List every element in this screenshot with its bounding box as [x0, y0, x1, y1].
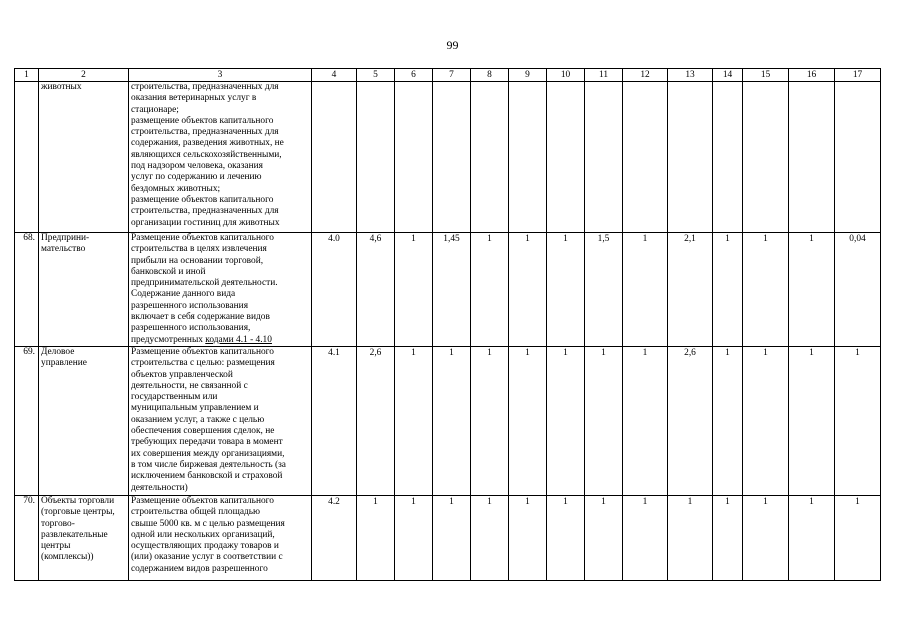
description-text: Размещение объектов капитального строительства в целях извлечения прибыли на основании торговой, банковской и иной предпринимательской деятельности. Содержание данного вида разрешенного использования включает в себя содержание видов разрешенного использования, предусмотренных: [131, 233, 278, 345]
value-cell-col-14: 1: [713, 346, 743, 495]
value-cell-col-9: 1: [509, 346, 547, 495]
column-header: 16: [789, 69, 835, 82]
description-text: Размещение объектов капитального строительства с целью: размещения объектов управленческой деятельности, не связанной с государственным или муниципальным управлением и оказанием услуг, а также с целью обеспечения совершения сделок, не требующих передачи товара в момент их совершения между организациями, в том числе биржевая деятельность (за исключением банковской и страховой деятельности): [131, 346, 286, 493]
value-cell-col-7: 1: [433, 346, 471, 495]
row-number: 69.: [15, 346, 39, 495]
value-cell-col-6: 1: [395, 495, 433, 580]
column-header: 17: [835, 69, 881, 82]
value-cell-col-5: 2,6: [357, 346, 395, 495]
value-cell-col-15: 1: [743, 495, 789, 580]
value-cell-col-12: 1: [623, 495, 668, 580]
value-cell-col-5: 4,6: [357, 233, 395, 347]
header-row: [15, 69, 881, 82]
value-cell-col-8: [471, 82, 509, 233]
value-cell-col-11: 1,5: [585, 233, 623, 347]
column-header: 11: [585, 69, 623, 82]
use-description-cell: [129, 82, 312, 233]
value-cell-col-10: 1: [547, 495, 585, 580]
row-number: 70.: [15, 495, 39, 580]
value-cell-col-13: 2,1: [668, 233, 713, 347]
value-cell-col-8: 1: [471, 495, 509, 580]
description-text: Размещение объектов капитального строительства общей площадью свыше 5000 кв. м с целью размещения одной или нескольких организаций, осуществляющих продажу товаров и (или) оказание услуг в соответствии с содержанием видов разрешенного: [131, 495, 285, 574]
value-cell-col-10: 1: [547, 346, 585, 495]
row-number: [15, 82, 39, 233]
value-cell-col-16: 1: [789, 233, 835, 347]
value-cell-col-12: 1: [623, 346, 668, 495]
column-header: 5: [357, 69, 395, 82]
value-cell-col-15: [743, 82, 789, 233]
column-header: 15: [743, 69, 789, 82]
use-name-cell: Предприни- мательство: [39, 233, 129, 347]
value-cell-col-6: 1: [395, 346, 433, 495]
value-cell-col-16: 1: [789, 346, 835, 495]
value-cell-col-7: 1,45: [433, 233, 471, 347]
value-cell-col-9: 1: [509, 495, 547, 580]
value-cell-col-17: [835, 82, 881, 233]
value-cell-col-11: 1: [585, 495, 623, 580]
value-cell-col-8: 1: [471, 233, 509, 347]
page-number: 99: [446, 38, 459, 52]
value-cell-col-13: [668, 82, 713, 233]
value-cell-col-14: 1: [713, 233, 743, 347]
use-description-cell: [129, 495, 312, 580]
column-header: 4: [312, 69, 357, 82]
use-description-cell: [129, 233, 312, 347]
table-row: [15, 233, 881, 347]
value-cell-col-9: 1: [509, 233, 547, 347]
code-reference-link[interactable]: кодами 4.1 - 4.10: [205, 334, 272, 345]
value-cell-col-6: 1: [395, 233, 433, 347]
value-cell-col-5: [357, 82, 395, 233]
value-cell-col-4: [312, 82, 357, 233]
column-header: 1: [15, 69, 39, 82]
value-cell-col-4: 4.1: [312, 346, 357, 495]
column-header: 12: [623, 69, 668, 82]
value-cell-col-11: 1: [585, 346, 623, 495]
value-cell-col-14: 1: [713, 495, 743, 580]
column-header: 2: [39, 69, 129, 82]
value-cell-col-9: [509, 82, 547, 233]
use-name-cell: Объекты торговли (торговые центры, торгово- развлекательные центры (комплексы)): [39, 495, 129, 580]
column-header: 3: [129, 69, 312, 82]
value-cell-col-14: [713, 82, 743, 233]
table-row: [15, 495, 881, 580]
value-cell-col-12: [623, 82, 668, 233]
column-header: 8: [471, 69, 509, 82]
value-cell-col-7: 1: [433, 495, 471, 580]
value-cell-col-15: 1: [743, 346, 789, 495]
column-header: 6: [395, 69, 433, 82]
value-cell-col-17: 1: [835, 346, 881, 495]
value-cell-col-6: [395, 82, 433, 233]
value-cell-col-15: 1: [743, 233, 789, 347]
table-row: [15, 82, 881, 233]
value-cell-col-10: [547, 82, 585, 233]
value-cell-col-5: 1: [357, 495, 395, 580]
description-text: строительства, предназначенных для оказания ветеринарных услуг в стационаре; размещение объектов капитального строительства, предназначенных для содержания, разведения животных, не являющихся сельскохозяйственными, под надзором человека, оказания услуг по содержанию и лечению бездомных животных; размещение объектов капитального строительства, предназначенных для организации гостиниц для животных: [131, 82, 284, 228]
value-cell-col-11: [585, 82, 623, 233]
use-name-cell: Деловое управление: [39, 346, 129, 495]
land-use-table: [14, 68, 881, 581]
value-cell-col-4: 4.0: [312, 233, 357, 347]
value-cell-col-17: 1: [835, 495, 881, 580]
column-header: 7: [433, 69, 471, 82]
column-header: 10: [547, 69, 585, 82]
value-cell-col-12: 1: [623, 233, 668, 347]
value-cell-col-7: [433, 82, 471, 233]
table-row: [15, 346, 881, 495]
value-cell-col-13: 1: [668, 495, 713, 580]
value-cell-col-4: 4.2: [312, 495, 357, 580]
row-number: 68.: [15, 233, 39, 347]
value-cell-col-13: 2,6: [668, 346, 713, 495]
column-header: 9: [509, 69, 547, 82]
value-cell-col-8: 1: [471, 346, 509, 495]
value-cell-col-16: [789, 82, 835, 233]
column-header: 14: [713, 69, 743, 82]
use-name-cell: животных: [39, 82, 129, 233]
value-cell-col-16: 1: [789, 495, 835, 580]
use-description-cell: [129, 346, 312, 495]
value-cell-col-17: 0,04: [835, 233, 881, 347]
value-cell-col-10: 1: [547, 233, 585, 347]
column-header: 13: [668, 69, 713, 82]
